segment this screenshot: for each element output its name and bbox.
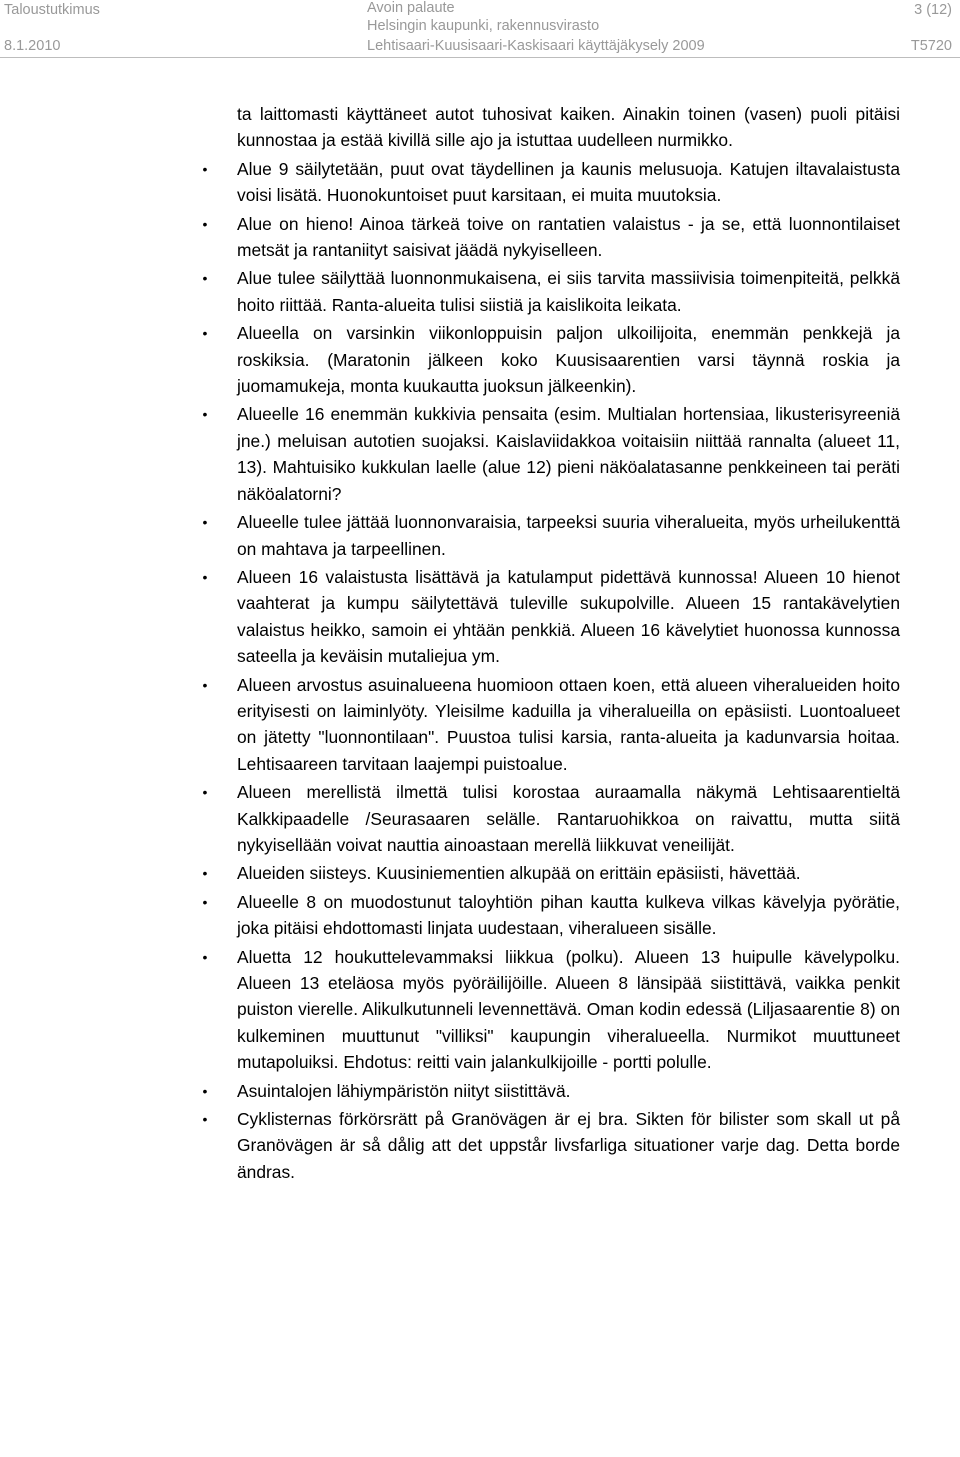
list-item-text: Alue tulee säilyttää luonnonmukaisena, ei siis tarvita massiivisia toimenpiteitä, pelkkä hoito riittää. Ranta-alueita tulisi siistiä ja kaislikoita leikata. xyxy=(237,268,900,315)
header-page-number: 3 (12) xyxy=(914,2,952,18)
list-item xyxy=(202,156,900,209)
header-date: 8.1.2010 xyxy=(4,38,61,54)
feedback-content xyxy=(202,101,900,1187)
list-item xyxy=(202,672,900,778)
header-divider xyxy=(0,57,960,58)
list-item xyxy=(202,1078,900,1104)
list-item xyxy=(202,779,900,858)
list-item-text: Alue on hieno! Ainoa tärkeä toive on rantatien valaistus - ja se, että luonnontilaiset metsät ja rantaniityt saisivat jäädä nykyiselleen. xyxy=(237,213,900,261)
list-item xyxy=(202,211,900,264)
bullet-icon: • xyxy=(202,865,208,882)
list-item xyxy=(202,265,900,318)
list-item-text: Alueiden siisteys. Kuusiniementien alkupää on erittäin epäsiisti, hävettää. xyxy=(237,863,801,884)
header-company: Taloustutkimus xyxy=(4,2,100,18)
list-item-text: Alueella on varsinkin viikonloppuisin paljon ulkoilijoita, enemmän penkkejä ja roskiksia. (Maratonin jälkeen koko Kuusisaarentien varsi täynnä roskia ja juomamukeja, monta kuukautta juoksun jälkeenkin). xyxy=(237,323,900,397)
list-item-text: Alueen arvostus asuinalueena huomioon ottaen koen, että alueen viheralueiden hoito erityisesti on laiminlyöty. Yleisilme kaduilla ja viheralueilla on epäsiisti. Luontoalueet on jätetty "luonnontilaan". Puustoa tulisi karsia, ranta-alueita ja kadunvarsia hoitaa. Lehtisaareen tarvitaan laajempi puistoalue. xyxy=(237,674,900,774)
list-item-text: Alueen merellistä ilmettä tulisi korostaa auraamalla näkymä Lehtisaarentieltä Kalkkipaadelle /Seurasaaren selälle. Rantaruohikkoa on raivattu, mutta siitä nykyisellään voivat nauttia ainoastaan merellä liikkuvat veneilijät. xyxy=(237,782,900,855)
page-header xyxy=(0,0,960,56)
bullet-icon: • xyxy=(202,784,208,801)
header-project-code: T5720 xyxy=(910,38,952,54)
list-item-text: Asuintalojen lähiympäristön niityt siistittävä. xyxy=(237,1080,571,1101)
list-item xyxy=(202,889,900,942)
bullet-icon: • xyxy=(202,1111,208,1128)
bullet-icon: • xyxy=(202,270,208,287)
list-item xyxy=(202,320,900,399)
list-item xyxy=(202,944,900,1076)
continued-paragraph: ta laittomasti käyttäneet autot tuhosivat kaiken. Ainakin toinen (vasen) puoli pitäisi kunnostaa ja estää kivillä sille ajo ja istuttaa uudelleen nurmikko. xyxy=(237,104,900,151)
bullet-icon: • xyxy=(202,893,208,910)
feedback-list xyxy=(202,156,900,1185)
bullet-icon: • xyxy=(202,160,208,177)
bullet-icon: • xyxy=(202,948,208,965)
bullet-icon: • xyxy=(202,568,208,585)
list-item xyxy=(202,401,900,507)
list-item-text: Alue 9 säilytetään, puut ovat täydellinen ja kaunis melusuoja. Katujen iltavalaistusta voisi lisätä. Huonokuntoiset puut karsitaan, ei muita muutoksia. xyxy=(237,158,900,206)
list-item xyxy=(202,509,900,562)
list-item-text: Aluetta 12 houkuttelevammaksi liikkua (polku). Alueen 13 huipulle kävelypolku. Alueen 13 eteläosa myös pyöräilijöille. Alueen 8 länsipää siistittävä, vaikka penkit puiston vierelle. Alikulkutunneli levennettävä. Oman kodin edessä (Liljasaarentie 8) on kulkeminen muuttunut "villiksi" kaupungin viheralueella. Nurmikot muuttuneet mutapoluiksi. Ehdotus: reitti vain jalankulkijoille - portti polulle. xyxy=(237,946,900,1073)
bullet-icon: • xyxy=(202,514,208,531)
list-item xyxy=(202,564,900,670)
bullet-icon: • xyxy=(202,1082,208,1099)
header-client: Helsingin kaupunki, rakennusvirasto xyxy=(367,18,600,34)
list-item-text: Alueelle 8 on muodostunut taloyhtiön pihan kautta kulkeva vilkas kävelyja pyörätie, joka pitäisi ehdottomasti linjata uudestaan, viheralueen sisälle. xyxy=(237,891,900,939)
list-item xyxy=(202,1106,900,1185)
list-item-text: Alueelle tulee jättää luonnonvaraisia, tarpeeksi suuria viheralueita, myös urheilukenttä on mahtava ja tarpeellinen. xyxy=(237,512,900,559)
header-survey-title: Lehtisaari-Kuusisaari-Kaskisaari käyttäjäkysely 2009 xyxy=(367,38,705,54)
list-item-text: Cyklisternas förkörsrätt på Granövägen är ej bra. Sikten för bilister som skall ut på Granövägen är så dålig att det uppstår livsfarliga situationer varje dag. Detta borde ändras. xyxy=(237,1109,900,1182)
bullet-icon: • xyxy=(202,406,208,423)
list-item-text: Alueen 16 valaistusta lisättävä ja katulamput pidettävä kunnossa! Alueen 10 hienot vaahterat ja kumpu säilytettävä tuleville sukupolville. Alueen 15 rantakävelytien valaistus heikko, samoin ei yhtään penkkiä. Alueen 16 kävelytiet huonossa kunnossa sateella ja keväisin mutaliejua ym. xyxy=(237,566,900,667)
bullet-icon: • xyxy=(202,215,208,232)
bullet-icon: • xyxy=(202,676,208,693)
bullet-icon: • xyxy=(202,325,208,342)
list-item xyxy=(202,860,900,886)
header-section: Avoin palaute xyxy=(367,0,455,16)
list-item-text: Alueelle 16 enemmän kukkivia pensaita (esim. Multialan hortensiaa, likusterisyreeniä jne.) meluisan autotien suojaksi. Kaislaviidakkoa voitaisiin niittää rannalta (alueet 11, 13). Mahtuisiko kukkulan laelle (alue 12) pieni näköalatasanne penkkeineen tai peräti näköalatorni? xyxy=(237,404,900,504)
